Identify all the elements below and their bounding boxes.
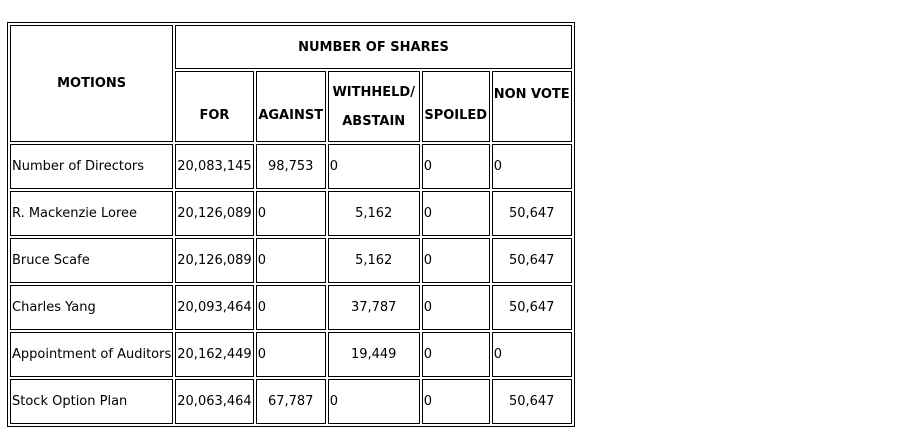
against-cell: 67,787 xyxy=(256,379,326,424)
table-row xyxy=(10,285,572,330)
table-row xyxy=(10,332,572,377)
for-cell: 20,126,089 xyxy=(175,191,253,236)
header-against: AGAINST xyxy=(256,71,326,142)
non-vote-cell: 0 xyxy=(492,144,572,189)
withheld-cell: 37,787 xyxy=(328,285,420,330)
withheld-cell: 0 xyxy=(328,379,420,424)
against-cell: 0 xyxy=(256,191,326,236)
against-cell: 98,753 xyxy=(256,144,326,189)
motion-cell: Bruce Scafe xyxy=(10,238,173,283)
header-number-of-shares: NUMBER OF SHARES xyxy=(175,25,571,69)
voting-results-table xyxy=(7,22,575,427)
for-cell: 20,063,464 xyxy=(175,379,253,424)
header-for-label: FOR xyxy=(199,108,230,123)
non-vote-cell: 50,647 xyxy=(492,191,572,236)
table-row xyxy=(10,238,572,283)
against-cell: 0 xyxy=(256,332,326,377)
header-motions: MOTIONS xyxy=(10,25,173,142)
header-abstain-label: ABSTAIN xyxy=(342,113,406,129)
for-cell: 20,162,449 xyxy=(175,332,253,377)
withheld-cell: 0 xyxy=(328,144,420,189)
non-vote-cell: 50,647 xyxy=(492,238,572,283)
header-withheld-abstain xyxy=(328,71,420,142)
table-row xyxy=(10,191,572,236)
motion-cell: R. Mackenzie Loree xyxy=(10,191,173,236)
spoiled-cell: 0 xyxy=(422,191,490,236)
table-row xyxy=(10,144,572,189)
against-cell: 0 xyxy=(256,238,326,283)
against-cell: 0 xyxy=(256,285,326,330)
motion-cell: Number of Directors xyxy=(10,144,173,189)
non-vote-cell: 0 xyxy=(492,332,572,377)
non-vote-cell: 50,647 xyxy=(492,285,572,330)
table-row xyxy=(10,379,572,424)
spoiled-cell: 0 xyxy=(422,379,490,424)
for-cell: 20,126,089 xyxy=(175,238,253,283)
for-cell: 20,083,145 xyxy=(175,144,253,189)
spoiled-cell: 0 xyxy=(422,332,490,377)
motion-cell: Stock Option Plan xyxy=(10,379,173,424)
motion-cell: Appointment of Auditors xyxy=(10,332,173,377)
spoiled-cell: 0 xyxy=(422,238,490,283)
header-for xyxy=(175,71,253,142)
withheld-cell: 19,449 xyxy=(328,332,420,377)
spoiled-cell: 0 xyxy=(422,285,490,330)
for-cell: 20,093,464 xyxy=(175,285,253,330)
withheld-cell: 5,162 xyxy=(328,191,420,236)
withheld-cell: 5,162 xyxy=(328,238,420,283)
non-vote-cell: 50,647 xyxy=(492,379,572,424)
spoiled-cell: 0 xyxy=(422,144,490,189)
header-withheld-label: WITHHELD/ xyxy=(332,84,415,100)
header-spoiled: SPOILED xyxy=(422,71,490,142)
motion-cell: Charles Yang xyxy=(10,285,173,330)
header-non-vote: NON VOTE xyxy=(492,71,572,142)
